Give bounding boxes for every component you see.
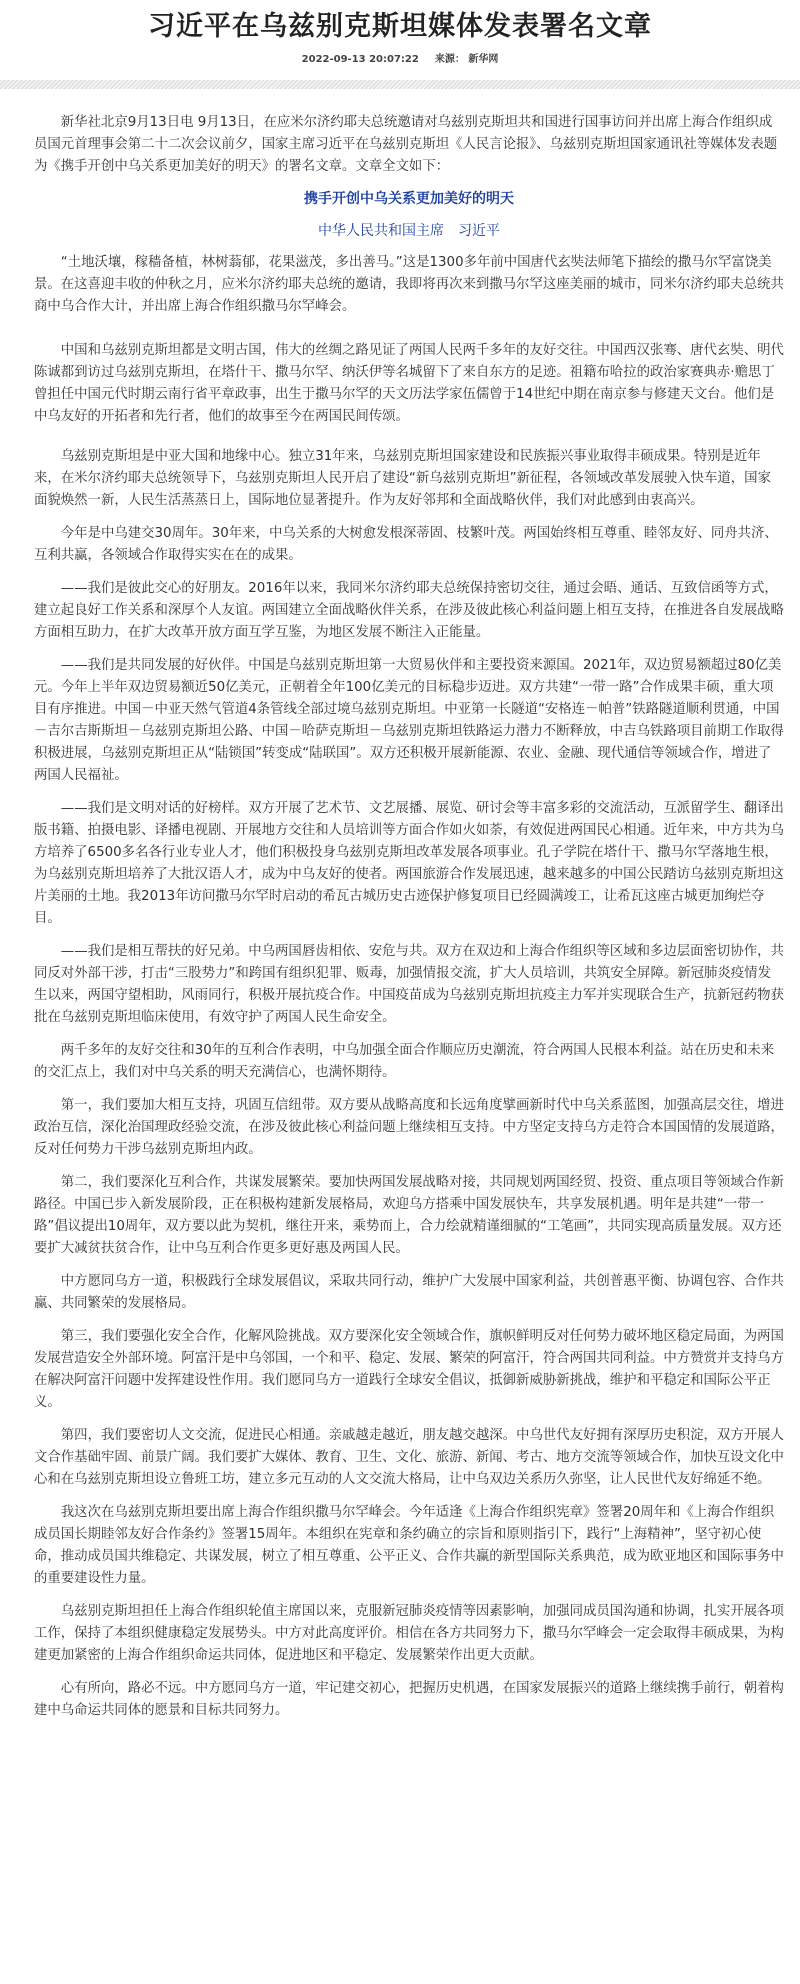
body-paragraph: “土地沃壤，稼穑备植，林树蓊郁，花果滋茂，多出善马。”这是1300多年前中国唐代玄奘法师笔下描绘的撒马尔罕富饶美景。在这喜迎丰收的仲秋之月，应米尔济约耶夫总统的邀请，我即将再次来到撒马尔罕这座美丽的城市，同米尔济约耶夫总统共商中乌合作大计，并出席上海合作组织撒马尔罕峰会。 <box>34 255 784 314</box>
article-title: 习近平在乌兹别克斯坦媒体发表署名文章 <box>148 11 652 42</box>
article-subtitle: 携手开创中乌关系更加美好的明天 <box>304 191 514 207</box>
body-paragraph: ——我们是文明对话的好榜样。双方开展了艺术节、文艺展播、展览、研讨会等丰富多彩的交流活动，互派留学生、翻译出版书籍、拍摄电影、译播电视剧、开展地方交往和人员培训等方面合作如火如荼，有效促进两国民心相通。近年来，中方共为乌方培养了6500多名各行业专业人才，他们积极投身乌兹别克斯坦改革发展各项事业。孔子学院在塔什干、撒马尔罕落地生根，为乌兹别克斯坦培养了大批汉语人才，成为中乌友好的使者。两国旅游合作发展迅速，越来越多的中国公民踏访乌兹别克斯坦这片美丽的土地。我2013年访问撒马尔罕时启动的希瓦古城历史古迹保护修复项目已经圆满竣工，让希瓦这座古城更加绚烂夺目。 <box>34 801 784 926</box>
lead-paragraph: 新华社北京9月13日电 9月13日，在应米尔济约耶夫总统邀请对乌兹别克斯坦共和国进行国事访问并出席上海合作组织成员国元首理事会第二十二次会议前夕，国家主席习近平在乌兹别克斯坦《人民言论报》、乌兹别克斯坦国家通讯社等媒体发表题为《携手开创中乌关系更加美好的明天》的署名文章。文章全文如下： <box>34 115 778 174</box>
body-paragraph: ——我们是彼此交心的好朋友。2016年以来，我同米尔济约耶夫总统保持密切交往，通过会晤、通话、互致信函等方式，建立起良好工作关系和深厚个人友谊。两国建立全面战略伙伴关系，在涉及彼此核心利益问题上相互支持，在推进各自发展战略方面相互助力，在扩大改革开放方面互学互鉴，为地区发展不断注入正能量。 <box>34 581 784 640</box>
body-paragraph: 第一，我们要加大相互支持，巩固互信纽带。双方要从战略高度和长远角度擘画新时代中乌关系蓝图，加强高层交往，增进政治互信，深化治国理政经验交流，在涉及彼此核心利益问题上继续相互支持。中方坚定支持乌方走符合本国国情的发展道路，反对任何势力干涉乌兹别克斯坦内政。 <box>34 1098 784 1157</box>
article-source: 来源： 新华网 <box>434 54 499 65</box>
body-paragraph: 乌兹别克斯坦担任上海合作组织轮值主席国以来，克服新冠肺炎疫情等因素影响，加强同成员国沟通和协调，扎实开展各项工作，保持了本组织健康稳定发展势头。中方对此高度评价。相信在各方共同努力下，撒马尔罕峰会一定会取得丰硕成果，为构建更加紧密的上海合作组织命运共同体，促进地区和平稳定、发展繁荣作出更大贡献。 <box>34 1604 784 1663</box>
body-paragraph: ——我们是共同发展的好伙伴。中国是乌兹别克斯坦第一大贸易伙伴和主要投资来源国。2021年，双边贸易额超过80亿美元。今年上半年双边贸易额近50亿美元，正朝着全年100亿美元的目标稳步迈进。双方共建“一带一路”合作成果丰硕，重大项目有序推进。中国－中亚天然气管道4条管线全部过境乌兹别克斯坦。中亚第一长隧道“安格连－帕普”铁路隧道顺利贯通，中国－吉尔吉斯斯坦－乌兹别克斯坦公路、中国－哈萨克斯坦－乌兹别克斯坦铁路运力潜力不断释放，中吉乌铁路项目前期工作取得积极进展，乌兹别克斯坦正从“陆锁国”转变成“陆联国”。双方还积极开展新能源、农业、金融、现代通信等领域合作，增进了两国人民福祉。 <box>34 658 784 783</box>
body-paragraph: 乌兹别克斯坦是中亚大国和地缘中心。独立31年来，乌兹别克斯坦国家建设和民族振兴事业取得丰硕成果。特别是近年来，在米尔济约耶夫总统领导下，乌兹别克斯坦人民开启了建设“新乌兹别克斯坦”新征程，各领域改革发展驶入快车道，国家面貌焕然一新，人民生活蒸蒸日上，国际地位显著提升。作为友好邻邦和全面战略伙伴，我们对此感到由衷高兴。 <box>34 449 771 508</box>
body-paragraph: 第四，我们要密切人文交流，促进民心相通。亲戚越走越近，朋友越交越深。中乌世代友好拥有深厚历史积淀，双方开展人文合作基础牢固、前景广阔。我们要扩大媒体、教育、卫生、文化、旅游、新闻、考古、地方交流等领域合作，加快互设文化中心和在乌兹别克斯坦设立鲁班工坊，建立多元互动的人文交流大格局，让中乌双边关系历久弥坚，让人民世代友好绵延不绝。 <box>34 1428 784 1487</box>
body-paragraph: 中国和乌兹别克斯坦都是文明古国，伟大的丝绸之路见证了两国人民两千多年的友好交往。中国西汉张骞、唐代玄奘、明代陈诚都到访过乌兹别克斯坦，在塔什干、撒马尔罕、纳沃伊等名城留下了来自东方的足迹。祖籍布哈拉的政治家赛典赤·赡思丁曾担任中国元代时期云南行省平章政事，出生于撒马尔罕的天文历法学家伍儒曾于14世纪中期在南京参与修建天文台。他们是中乌友好的开拓者和先行者，他们的故事至今在两国民间传颂。 <box>34 343 784 424</box>
publish-datetime: 2022-09-13 20:07:22 <box>301 54 419 65</box>
body-paragraph: 中方愿同乌方一道，积极践行全球发展倡议，采取共同行动，维护广大发展中国家利益，共创普惠平衡、协调包容、合作共赢、共同繁荣的发展格局。 <box>34 1274 784 1311</box>
body-paragraph: 今年是中乌建交30周年。30年来，中乌关系的大树愈发根深蒂固、枝繁叶茂。两国始终相互尊重、睦邻友好、同舟共济、互利共赢，各领域合作取得实实在在的成果。 <box>34 526 778 563</box>
body-paragraph: 心有所向，路必不远。中方愿同乌方一道，牢记建交初心，把握历史机遇，在国家发展振兴的道路上继续携手前行，朝着构建中乌命运共同体的愿景和目标共同努力。 <box>34 1681 784 1718</box>
body-paragraph: ——我们是相互帮扶的好兄弟。中乌两国唇齿相依、安危与共。双方在双边和上海合作组织等区域和多边层面密切协作，共同反对外部干涉，打击“三股势力”和跨国有组织犯罪、贩毒，加强情报交流，扩大人员培训，共筑安全屏障。新冠肺炎疫情发生以来，两国守望相助，风雨同行，积极开展抗疫合作。中国疫苗成为乌兹别克斯坦抗疫主力军并实现联合生产，抗新冠药物获批在乌兹别克斯坦临床使用，有效守护了两国人民生命安全。 <box>34 944 784 1025</box>
body-paragraph: 第三，我们要强化安全合作，化解风险挑战。双方要深化安全领域合作，旗帜鲜明反对任何势力破坏地区稳定局面，为两国发展营造安全外部环境。阿富汗是中乌邻国，一个和平、稳定、发展、繁荣的阿富汗，符合两国共同利益。中方赞赏并支持乌方在解决阿富汗问题中发挥建设性作用。我们愿同乌方一道践行全球安全倡议，抵御新威胁新挑战，维护和平稳定和国际公平正义。 <box>34 1329 784 1410</box>
body-paragraph: 我这次在乌兹别克斯坦要出席上海合作组织撒马尔罕峰会。今年适逢《上海合作组织宪章》签署20周年和《上海合作组织成员国长期睦邻友好合作条约》签署15周年。本组织在宪章和条约确立的宗旨和原则指引下，践行“上海精神”，坚守初心使命，推动成员国共维稳定、共谋发展，树立了相互尊重、公平正义、合作共赢的新型国际关系典范，成为欧亚地区和国际事务中的重要建设性力量。 <box>34 1505 784 1586</box>
header-divider <box>0 80 800 89</box>
body-paragraph: 两千多年的友好交往和30年的互利合作表明，中乌加强全面合作顺应历史潮流，符合两国人民根本利益。站在历史和未来的交汇点上，我们对中乌关系的明天充满信心，也满怀期待。 <box>34 1043 775 1080</box>
article-meta <box>0 50 800 65</box>
article-body <box>34 112 784 1722</box>
article-byline: 中华人民共和国主席 习近平 <box>318 223 500 239</box>
body-paragraph: 第二，我们要深化互利合作，共谋发展繁荣。要加快两国发展战略对接，共同规划两国经贸、投资、重点项目等领域合作新路径。中国已步入新发展阶段，正在积极构建新发展格局，欢迎乌方搭乘中国发展快车，共享发展机遇。明年是共建“一带一路”倡议提出10周年，双方要以此为契机，继往开来，乘势而上，合力绘就精谨细腻的“工笔画”，共同实现高质量发展。双方还要扩大减贫扶贫合作，让中乌互利合作更多更好惠及两国人民。 <box>34 1175 784 1256</box>
